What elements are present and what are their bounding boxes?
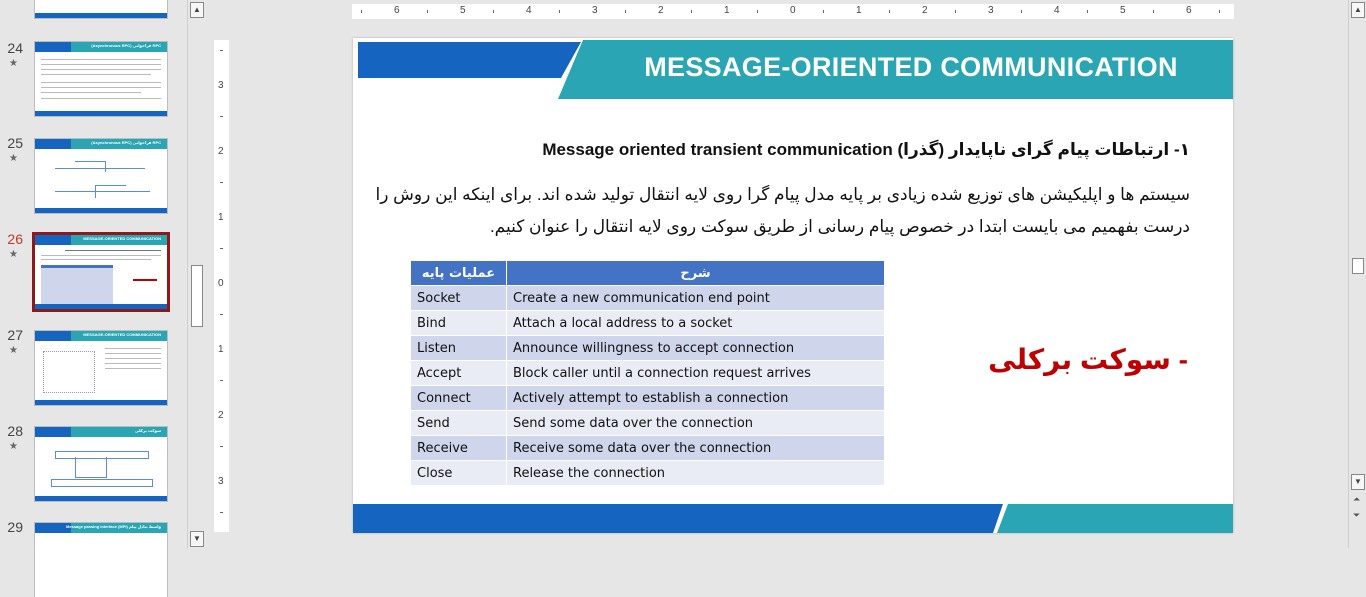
- table-cell-desc: Create a new communication end point: [507, 286, 885, 311]
- thumbnail-title: (Asynchronous RPC) فراخوانی RPC: [91, 43, 161, 48]
- table-cell-desc: Receive some data over the connection: [507, 436, 885, 461]
- scrollbar-thumb[interactable]: [1352, 258, 1364, 274]
- table-cell-op: Socket: [411, 286, 507, 311]
- previous-slide-icon[interactable]: ⏶: [1353, 494, 1361, 504]
- table-row: [411, 461, 885, 486]
- ruler-number: 4: [526, 5, 532, 16]
- footer-banner: [353, 504, 1233, 533]
- scrollbar-thumb[interactable]: [191, 265, 203, 327]
- slide-subheading: ۱- ارتباطات پیام گرای ناپایدار (گذرا) Message oriented transient communication: [542, 140, 1190, 159]
- table-cell-op: Send: [411, 411, 507, 436]
- table-cell-desc: Block caller until a connection request arrives: [507, 361, 885, 386]
- scroll-down-arrow-icon[interactable]: ▼: [190, 531, 204, 547]
- slide-number: 25: [7, 135, 23, 151]
- ruler-number: 1: [218, 344, 224, 355]
- table-row: [411, 436, 885, 461]
- ruler-number: 1: [218, 212, 224, 223]
- ruler-number: 6: [1186, 5, 1192, 16]
- ruler-number: 3: [592, 5, 598, 16]
- ruler-number: 6: [394, 5, 400, 16]
- socket-primitives-table: [411, 261, 885, 485]
- star-icon: ★: [9, 153, 18, 164]
- table-row: [411, 411, 885, 436]
- ruler-number: 5: [1120, 5, 1126, 16]
- slide-number: 28: [7, 423, 23, 439]
- ruler-number: 1: [724, 5, 730, 16]
- table-cell-desc: Announce willingness to accept connection: [507, 336, 885, 361]
- vertical-ruler[interactable]: [214, 40, 229, 532]
- ruler-number: 2: [218, 410, 224, 421]
- ruler-number: 1: [856, 5, 862, 16]
- ruler-number: 4: [1054, 5, 1060, 16]
- table-header-row: [411, 261, 885, 286]
- slide-title: MESSAGE-ORIENTED COMMUNICATION: [644, 52, 1178, 82]
- ruler-number: 2: [658, 5, 664, 16]
- thumbnail-title: MESSAGE-ORIENTED COMMUNICATION: [83, 236, 161, 241]
- slide-thumbnail-24[interactable]: [35, 42, 167, 116]
- table-cell-op: Listen: [411, 336, 507, 361]
- slide-canvas[interactable]: [353, 38, 1233, 533]
- thumbnail-scrollbar[interactable]: [187, 0, 205, 548]
- table-row: [411, 386, 885, 411]
- slide-thumbnail-29[interactable]: [35, 523, 167, 597]
- table-cell-op: Bind: [411, 311, 507, 336]
- star-icon: ★: [9, 58, 18, 69]
- slide-thumbnail-28[interactable]: [35, 427, 167, 501]
- table-cell-op: Close: [411, 461, 507, 486]
- slide-thumbnail-23[interactable]: [35, 0, 167, 18]
- star-icon: ★: [9, 345, 18, 356]
- ruler-number: 3: [218, 476, 224, 487]
- column-header-meaning: شرح: [507, 261, 885, 286]
- table-row: [411, 336, 885, 361]
- ruler-number: 2: [922, 5, 928, 16]
- horizontal-ruler[interactable]: [352, 4, 1234, 19]
- table-cell-desc: Attach a local address to a socket: [507, 311, 885, 336]
- slide-thumbnail-25[interactable]: [35, 139, 167, 213]
- table-cell-desc: Actively attempt to establish a connection: [507, 386, 885, 411]
- table-row: [411, 311, 885, 336]
- ruler-number: 5: [460, 5, 466, 16]
- star-icon: ★: [9, 441, 18, 452]
- scroll-up-arrow-icon[interactable]: ▲: [190, 2, 204, 18]
- slide-number: 27: [7, 327, 23, 343]
- slide-number-active: 26: [7, 231, 23, 247]
- slide-paragraph: سیستم ها و اپلیکیشن های توزیع شده زیادی بر پایه مدل پیام گرا روی لایه انتقال تولید شده اند. برای اینکه این روش را درست بفهمیم می بایست ابتدا در خصوص پیام رسانی از طریق سوکت روی لایه انتقال را عنوان کنیم.: [375, 185, 1190, 236]
- slide-thumbnail-pane: [0, 0, 186, 548]
- table-cell-desc: Release the connection: [507, 461, 885, 486]
- table-cell-op: Connect: [411, 386, 507, 411]
- slide-number: 24: [7, 40, 23, 56]
- thumbnail-title: Message passing interface (MPI) واسط تبادل پیام: [66, 524, 161, 529]
- ruler-number: 2: [218, 146, 224, 157]
- table-cell-op: Accept: [411, 361, 507, 386]
- scroll-down-arrow-icon[interactable]: ▼: [1351, 474, 1365, 490]
- column-header-primitive: عملیات پایه: [411, 261, 507, 286]
- table-row: [411, 286, 885, 311]
- slide-thumbnail-26-selected[interactable]: [35, 235, 167, 309]
- thumbnail-title: MESSAGE-ORIENTED COMMUNICATION: [83, 332, 161, 337]
- berkeley-socket-label: - سوکت برکلی: [988, 344, 1188, 375]
- scroll-up-arrow-icon[interactable]: ▲: [1351, 2, 1365, 18]
- table-cell-op: Receive: [411, 436, 507, 461]
- slide-number: 29: [7, 519, 23, 535]
- slide-scrollbar[interactable]: [1348, 0, 1366, 548]
- thumbnail-title: (Asynchronous RPC) فراخوانی RPC: [91, 140, 161, 145]
- star-icon: ★: [9, 249, 18, 260]
- table-cell-desc: Send some data over the connection: [507, 411, 885, 436]
- next-slide-icon[interactable]: ⏷: [1353, 510, 1361, 520]
- ruler-number: 0: [218, 278, 224, 289]
- table-row: [411, 361, 885, 386]
- thumbnail-title: سوکت برکلی: [134, 428, 161, 433]
- ruler-number: 3: [218, 80, 224, 91]
- ruler-number: 3: [988, 5, 994, 16]
- slide-thumbnail-27[interactable]: [35, 331, 167, 405]
- ruler-number: 0: [790, 5, 796, 16]
